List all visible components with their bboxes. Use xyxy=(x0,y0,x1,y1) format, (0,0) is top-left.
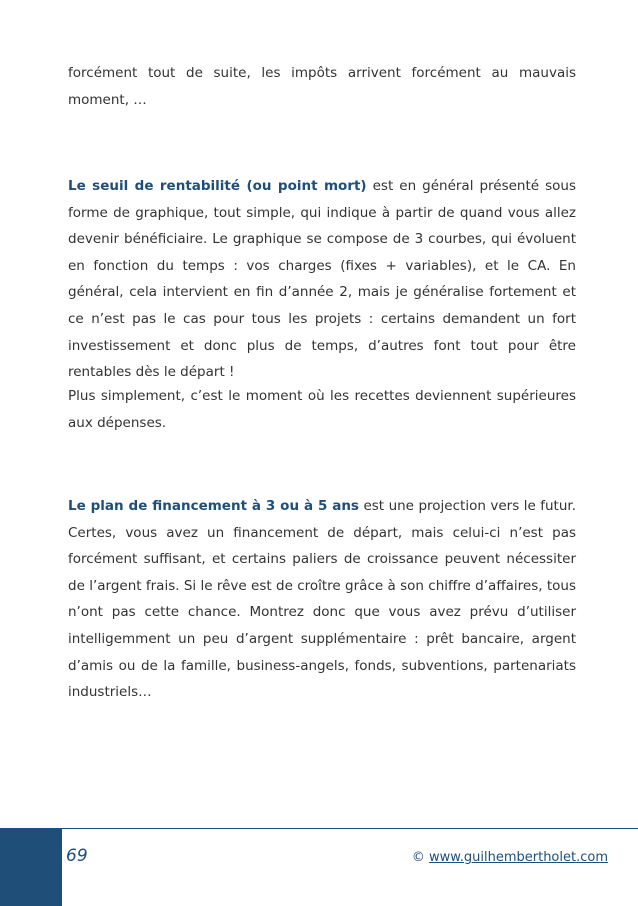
footer-divider xyxy=(0,828,638,829)
paragraph-text: Plus simplement, c’est le moment où les recettes deviennent supérieures aux dépenses. xyxy=(68,388,576,431)
highlight-term: Le plan de financement à 3 ou à 5 ans xyxy=(68,498,359,514)
paragraph-text: est une projection vers le futur. Certes, vous avez un financement de départ, mais celui-ci n’est pas forcément suffisant, et certains paliers de croissance peuvent nécessiter de l’argent frais. Si le rêve est de croître grâce à son chiffre d’affaires, tous n’ont pas cette chance. Montrez donc que vous avez prévu d’utiliser intelligemment un peu d’argent supplémentaire : prêt bancaire, argent d’amis ou de la famille, business-angels, fonds, subventions, partenariats industriels… xyxy=(68,498,576,701)
paragraph-seuil-rentabilite xyxy=(68,173,576,386)
copyright-symbol: © xyxy=(411,850,425,865)
paragraph-simplement xyxy=(68,383,576,436)
copyright-notice xyxy=(412,850,608,865)
paragraph-intro-continuation xyxy=(68,60,576,113)
website-link[interactable]: www.guilhembertholet.com xyxy=(429,850,608,865)
page-number-block xyxy=(0,828,62,906)
paragraph-text: forcément tout de suite, les impôts arrivent forcément au mauvais moment, … xyxy=(68,65,576,108)
page-number: 69 xyxy=(66,846,88,866)
paragraph-text: est en général présenté sous forme de graphique, tout simple, qui indique à partir de quand vous allez devenir bénéficiaire. Le graphique se compose de 3 courbes, qui évoluent en fonction du temps : vos charges (fixes + variables), et le CA. En général, cela intervient en fin d’année 2, mais je généralise fortement et ce n’est pas le cas pour tous les projets : certains demandent un fort investissement et donc plus de temps, d’autres font tout pour être rentables dès le départ ! xyxy=(68,178,576,381)
highlight-term: Le seuil de rentabilité (ou point mort) xyxy=(68,178,367,194)
paragraph-plan-financement xyxy=(68,493,576,706)
